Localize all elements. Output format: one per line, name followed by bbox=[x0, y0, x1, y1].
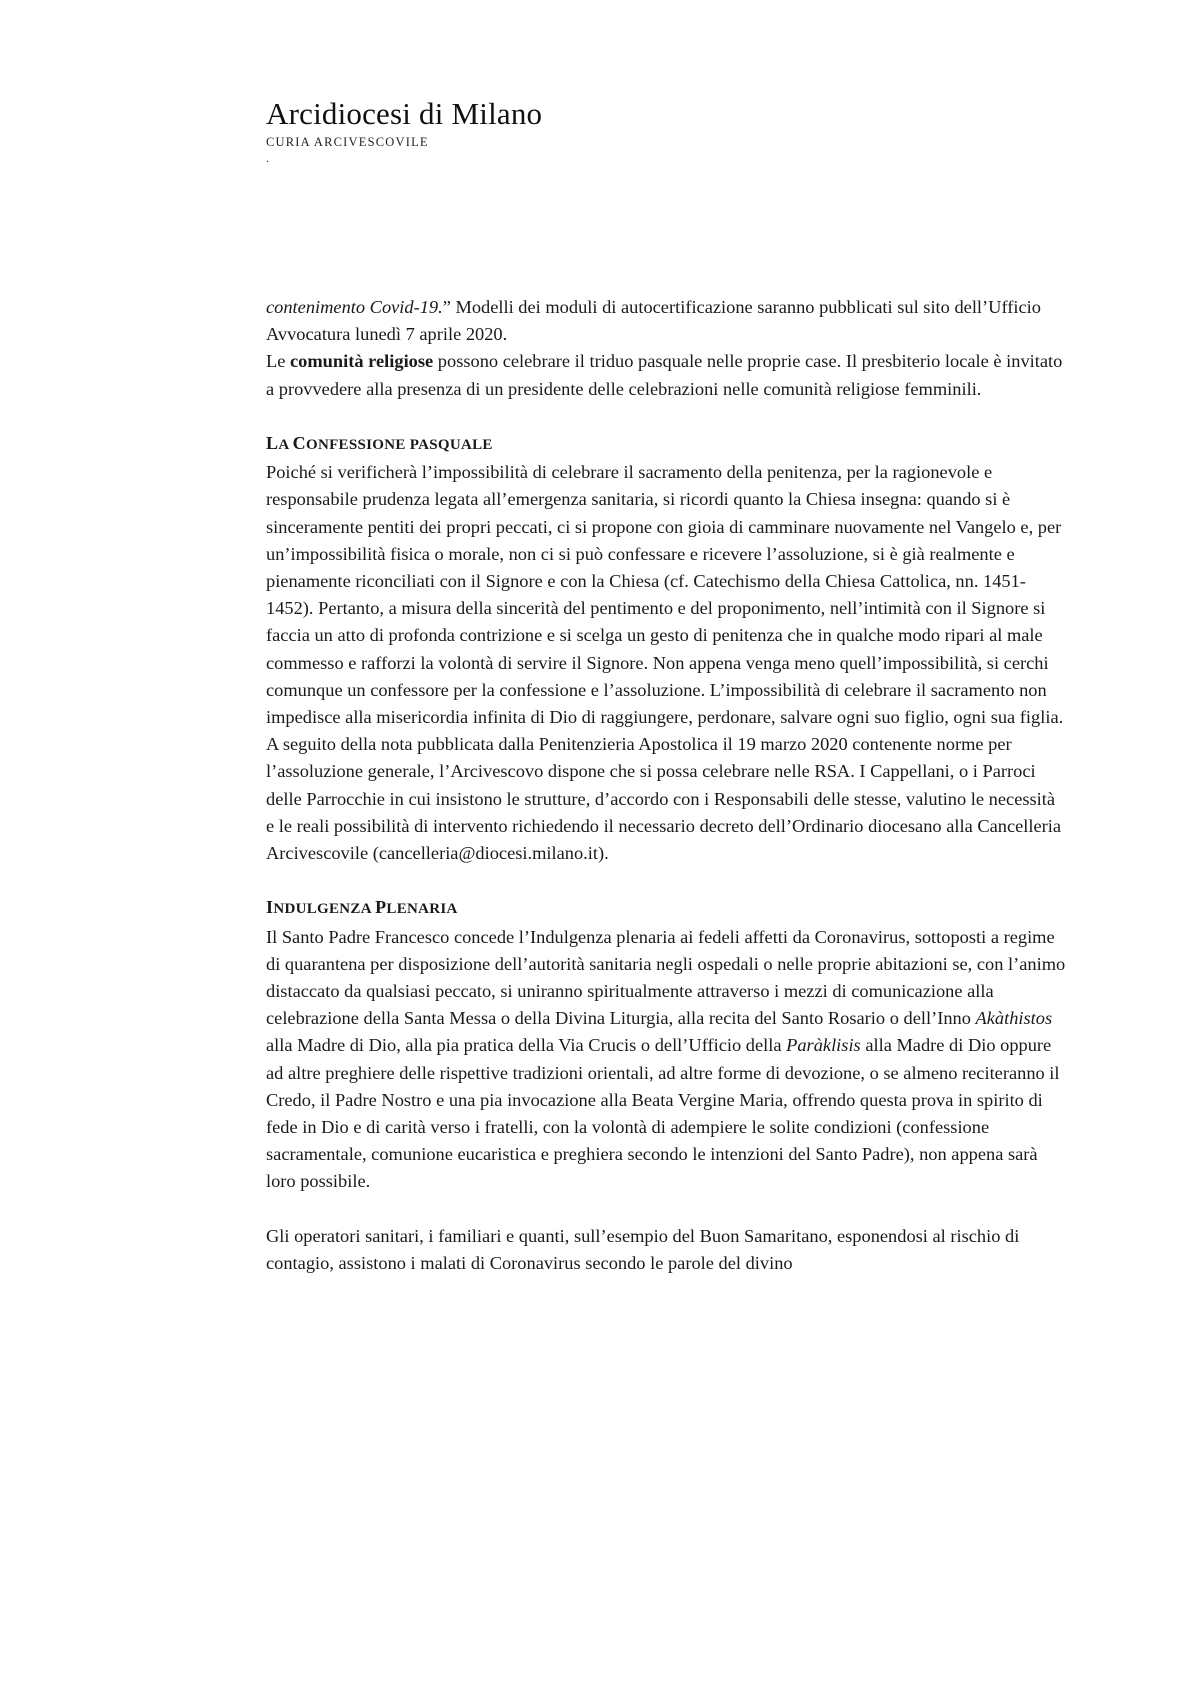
italic-term: Paràklisis bbox=[786, 1035, 861, 1056]
heading-capital: I bbox=[266, 897, 274, 918]
organization-name: Arcidiocesi di Milano bbox=[266, 96, 543, 131]
italic-phrase: contenimento Covid-19. bbox=[266, 297, 443, 317]
paragraph-gap bbox=[266, 403, 1066, 430]
paragraph-text: alla Madre di Dio oppure ad altre preghiere delle rispettive tradizioni orientali, ad altre forme di devozione, o se almeno reciteranno il Credo, il Padre Nostro e una pia invocazione alla Beata Vergine Maria, offrendo questa prova in spirito di fede in Dio e di carità verso i fratelli, con la volontà di adempiere le solite condizioni (confessione sacramentale, comunione eucaristica e preghiera secondo le intenzioni del Santo Padre), non appena sarà loro possibile. bbox=[266, 1035, 1060, 1192]
heading-capital: L bbox=[266, 433, 279, 453]
section-heading-indulgenza bbox=[266, 894, 1066, 923]
letterhead bbox=[266, 96, 542, 164]
document-body bbox=[266, 294, 1066, 1277]
indulgenza-paragraph-1 bbox=[266, 924, 1066, 1196]
section-heading-confessione bbox=[266, 430, 1066, 459]
paragraph-text: alla Madre di Dio, alla pia pratica della Via Crucis o dell’Ufficio della bbox=[266, 1035, 787, 1056]
bold-phrase: comunità religiose bbox=[290, 351, 434, 372]
paragraph-text: Il Santo Padre Francesco concede l’Indulgenza plenaria ai fedeli affetti da Coronavirus, sottoposti a regime di quarantena per disposizione dell’autorità sanitaria negli ospedali o nelle proprie abitazioni se, con l’animo distaccato da qualsiasi peccato, si uniranno spiritualmente attraverso i mezzi di comunicazione alla celebrazione della Santa Messa o della Divina Liturgia, alla recita del Santo Rosario o dell’Inno bbox=[266, 926, 1066, 1029]
paragraph-gap bbox=[266, 867, 1066, 894]
paragraph-gap bbox=[266, 1196, 1066, 1223]
organization-subtitle: CURIA ARCIVESCOVILE bbox=[266, 135, 429, 149]
italic-term: Akàthistos bbox=[975, 1008, 1053, 1029]
heading-smallcaps: LENARIA bbox=[386, 901, 458, 918]
intro-paragraph-2 bbox=[266, 348, 1066, 402]
indulgenza-paragraph-2: Gli operatori sanitari, i familiari e quanti, sull’esempio del Buon Samaritano, esponendosi al rischio di contagio, assistono i malati di Coronavirus secondo le parole del divino bbox=[266, 1225, 1020, 1274]
heading-smallcaps: A bbox=[278, 437, 293, 453]
paragraph-text: possono celebrare il triduo pasquale nelle proprie case. Il presbiterio locale è invitato a provvedere alla presenza di un presidente delle celebrazioni nelle comunità religiose femminili. bbox=[266, 351, 1063, 399]
confessione-paragraph-2: A seguito della nota pubblicata dalla Penitenzieria Apostolica il 19 marzo 2020 contenente norme per l’assoluzione generale, l’Arcivescovo dispone che si possa celebrare nelle RSA. I Cappellani, o i Parroci delle Parrocchie in cui insistono le strutture, d’accordo con i Responsabili delle stesse, valutino le necessità e le reali possibilità di intervento richiedendo il necessario decreto dell’Ordinario diocesano alla Cancelleria Arcivescovile (cancelleria@diocesi.milano.it). bbox=[266, 734, 1062, 864]
paragraph-text: ” Modelli dei moduli di autocertificazione saranno pubblicati sul sito dell’Ufficio Avvocatura lunedì 7 aprile 2020. bbox=[266, 297, 1041, 345]
heading-capital: C bbox=[292, 433, 306, 453]
heading-capital: P bbox=[375, 897, 387, 918]
heading-smallcaps: NDULGENZA bbox=[273, 901, 376, 918]
heading-smallcaps: ONFESSIONE PASQUALE bbox=[305, 437, 493, 453]
letterhead-dot: . bbox=[266, 151, 269, 165]
confessione-paragraph-1: Poiché si verificherà l’impossibilità di celebrare il sacramento della penitenza, per la ragionevole e responsabile prudenza legata all’emergenza sanitaria, si ricordi quanto la Chiesa insegna: quando si è sinceramente pentiti dei propri peccati, ci si propone con gioia di camminare nuovamente nel Vangelo e, per un’impossibilità fisica o morale, non ci si può confessare e ricevere l’assoluzione, si è già realmente e pienamente riconciliati con il Signore e con la Chiesa (cf. Catechismo della Chiesa Cattolica, nn. 1451-1452). Pertanto, a misura della sincerità del pentimento e del proponimento, nell’intimità con il Signore si faccia un atto di profonda contrizione e si scelga un gesto di penitenza che in qualche modo ripari al male commesso e rafforzi la volontà di servire il Signore. Non appena venga meno quell’impossibilità, si cerchi comunque un confessore per la confessione e l’assoluzione. L’impossibilità di celebrare il sacramento non impedisce alla misericordia infinita di Dio di raggiungere, perdonare, salvare ogni suo figlio, ogni sua figlia. bbox=[266, 462, 1064, 728]
intro-paragraph-1 bbox=[266, 294, 1066, 348]
paragraph-text: Le bbox=[266, 351, 290, 372]
